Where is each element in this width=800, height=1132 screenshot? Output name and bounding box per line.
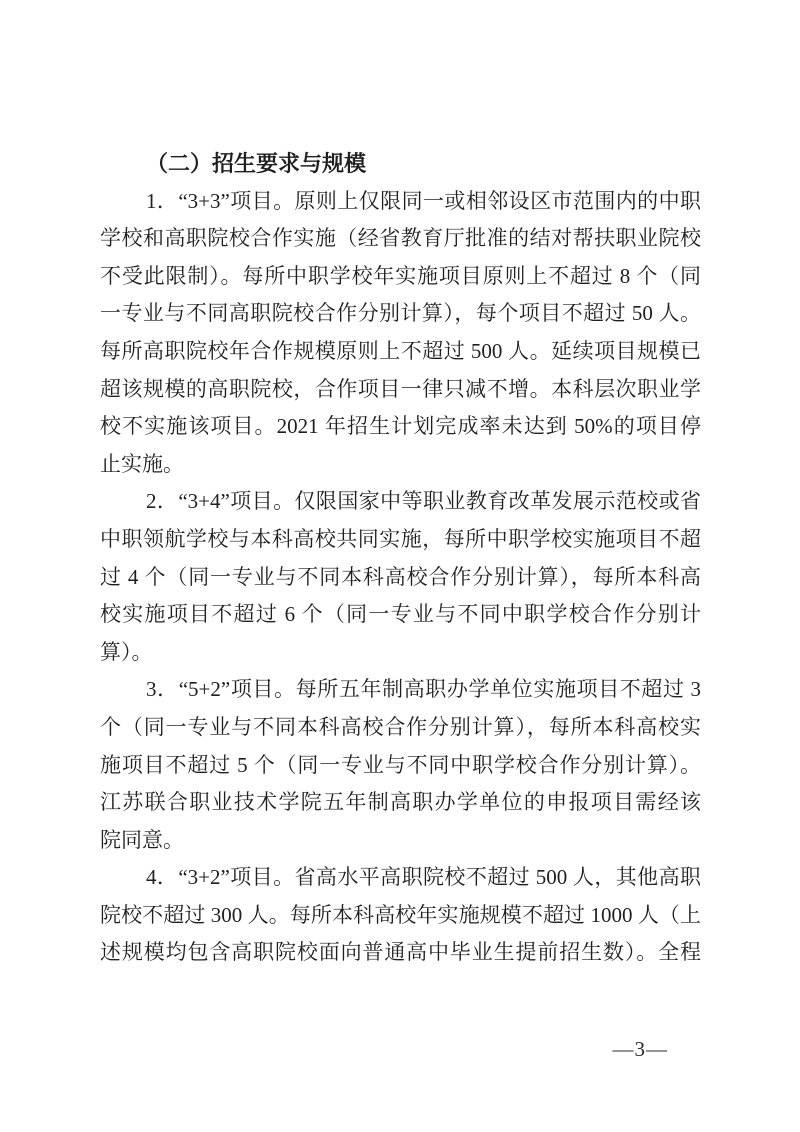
- text-line: 江苏联合职业技术学院五年制高职办学单位的申报项目需经该: [100, 790, 701, 815]
- text-line: 院校不超过 300 人。每所本科高校年实施规模不超过 1000 人（上: [100, 902, 701, 927]
- text-line: 过 4 个（同一专业与不同本科高校合作分别计算），每所本科高: [100, 564, 701, 589]
- text-line: 2．“3+4”项目。仅限国家中等职业教育改革发展示范校或省: [146, 489, 701, 514]
- text-line: 3．“5+2”项目。每所五年制高职办学单位实施项目不超过 3: [146, 677, 701, 702]
- text-line: 述规模均包含高职院校面向普通高中毕业生提前招生数）。全程: [100, 940, 701, 965]
- page-number: —3—: [612, 1037, 668, 1061]
- text-line: 4．“3+2”项目。省高水平高职院校不超过 500 人，其他高职: [146, 865, 701, 890]
- text-line: 止实施。: [100, 451, 184, 476]
- text-line: 算）。: [100, 639, 153, 664]
- text-line: 每所高职院校年合作规模原则上不超过 500 人。延续项目规模已: [100, 338, 701, 363]
- text-line: 超该规模的高职院校，合作项目一律只减不增。本科层次职业学: [100, 376, 701, 401]
- text-line: 中职领航学校与本科高校共同实施，每所中职学校实施项目不超: [100, 526, 701, 551]
- text-line: 校不实施该项目。2021 年招生计划完成率未达到 50%的项目停: [100, 414, 701, 439]
- text-line: 学校和高职院校合作实施（经省教育厅批准的结对帮扶职业院校: [100, 226, 701, 251]
- section-heading: （二）招生要求与规模: [146, 151, 367, 176]
- text-line: 一专业与不同高职院校合作分别计算），每个项目不超过 50 人。: [100, 301, 701, 326]
- text-line: 院同意。: [100, 827, 184, 852]
- document-content: [100, 145, 701, 972]
- text-line: 1．“3+3”项目。原则上仅限同一或相邻设区市范围内的中职: [146, 188, 701, 213]
- text-line: 施项目不超过 5 个（同一专业与不同中职学校合作分别计算）。: [100, 752, 701, 777]
- text-line: 个（同一专业与不同本科高校合作分别计算），每所本科高校实: [100, 714, 701, 739]
- text-line: 不受此限制）。每所中职学校年实施项目原则上不超过 8 个（同: [100, 263, 701, 288]
- text-line: 校实施项目不超过 6 个（同一专业与不同中职学校合作分别计: [100, 602, 701, 627]
